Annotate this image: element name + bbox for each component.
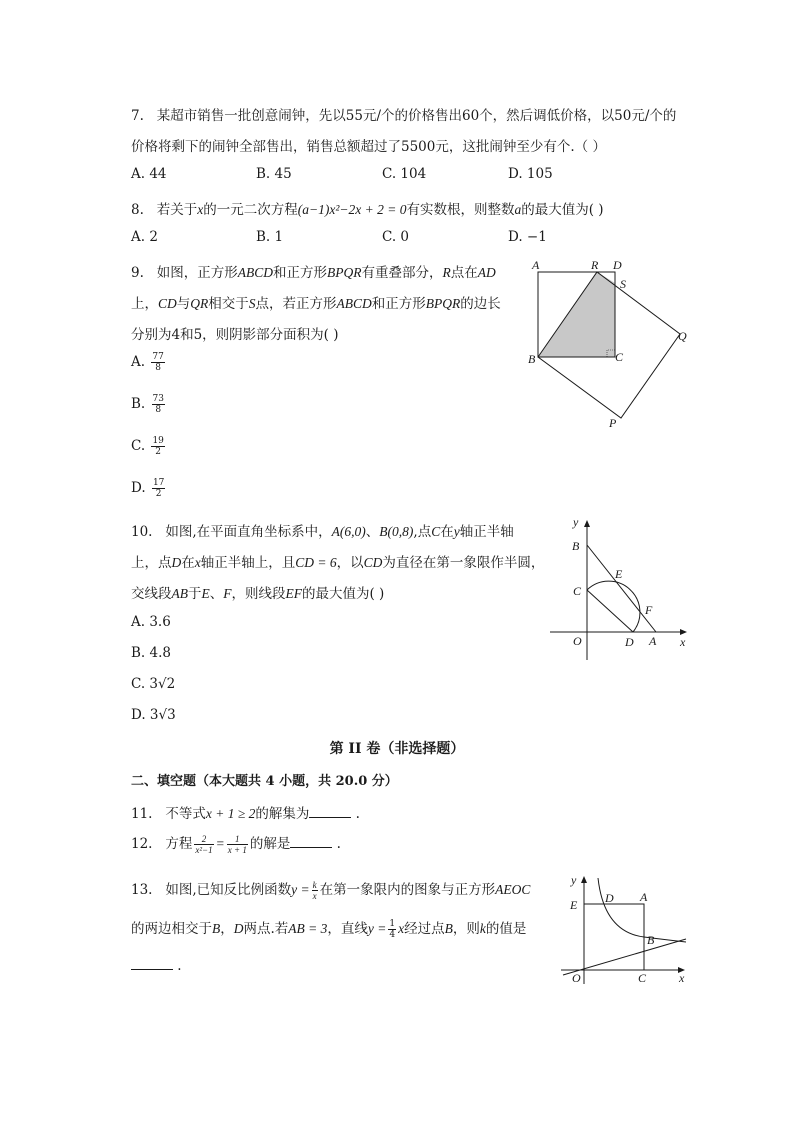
q13-text: 两点.若 bbox=[243, 921, 289, 937]
q10-text: 的最大值为( ) bbox=[302, 586, 385, 602]
q13-coordinate-figure bbox=[558, 872, 693, 987]
q9-shaded-region bbox=[538, 272, 615, 357]
q12-fraction-left bbox=[194, 834, 213, 855]
q11-number: 11. bbox=[131, 806, 153, 822]
q13-d: D bbox=[233, 921, 244, 936]
q8-text: 的一元二次方程 bbox=[203, 202, 298, 218]
q10-semicircle bbox=[587, 581, 640, 632]
q9-option-d[interactable] bbox=[131, 478, 167, 499]
fraction-numerator: k bbox=[312, 880, 317, 890]
q11-text: 的解集为 bbox=[255, 806, 310, 822]
q10-label-x: x bbox=[680, 635, 686, 649]
q10-text: 为直径在第一象限作半圆， bbox=[382, 555, 545, 571]
fraction-numerator: 73 bbox=[152, 394, 164, 404]
q9-option-label: C. bbox=[131, 438, 146, 454]
q10-label-d: D bbox=[625, 635, 634, 649]
q10-cd: CD bbox=[363, 555, 383, 570]
q10-segment-cd bbox=[587, 590, 633, 632]
q7-text-line1: 某超市销售一批创意闹钟，先以55元/个的价格售出60个，然后调低价格，以50元/个的 bbox=[156, 108, 677, 124]
q9-text: 点在 bbox=[450, 265, 478, 281]
q10-option-a[interactable]: A. 3.6 bbox=[131, 614, 171, 630]
q8-var-x: x bbox=[197, 202, 204, 217]
q13-label-a: A bbox=[640, 890, 648, 904]
q9-bpqr: BPQR bbox=[327, 265, 362, 280]
fraction-numerator: 19 bbox=[152, 436, 164, 446]
q9-label-r: R bbox=[591, 258, 599, 272]
q13-fraction-k-over-x bbox=[312, 880, 318, 901]
q11-line bbox=[131, 802, 360, 822]
q9-cd: CD bbox=[158, 296, 177, 311]
q9-text: 和正方形 bbox=[371, 296, 426, 312]
q10-label-c: C bbox=[573, 584, 582, 598]
fraction-denominator: x + 1 bbox=[227, 845, 247, 855]
q10-option-c[interactable]: C. 3√2 bbox=[131, 676, 176, 692]
q8-text: 有实数根，则整数 bbox=[406, 202, 515, 218]
q12-text: 的解是 bbox=[249, 836, 291, 852]
q7-option-a[interactable]: A. 44 bbox=[131, 166, 167, 182]
q10-x: x bbox=[194, 555, 201, 570]
q11-expression: x + 1 ≥ 2 bbox=[205, 806, 256, 821]
fraction-numerator: 2 bbox=[194, 834, 213, 845]
q13-text: 的值是 bbox=[485, 921, 527, 937]
q13-answer-blank[interactable] bbox=[131, 957, 173, 970]
q13-label-y: y bbox=[571, 873, 577, 887]
q10-text: 、 bbox=[365, 524, 380, 540]
q9-number: 9. bbox=[131, 265, 144, 281]
q11-answer-blank[interactable] bbox=[309, 805, 351, 818]
q13-fraction-quarter bbox=[388, 919, 396, 940]
q10-number: 10. bbox=[131, 524, 153, 540]
q10-text: 、 bbox=[209, 586, 224, 602]
q9-option-b-fraction bbox=[152, 394, 165, 415]
q13-label-e: E bbox=[570, 898, 578, 912]
fraction-denominator: 4 bbox=[389, 930, 396, 940]
q9-label-s: S bbox=[620, 277, 626, 291]
q10-e: E bbox=[201, 586, 210, 601]
q10-y: y bbox=[453, 524, 460, 539]
q13-text: 在第一象限内的图象与正方形 bbox=[319, 882, 496, 898]
q10-text: 在 bbox=[440, 524, 454, 540]
q12-answer-blank[interactable] bbox=[290, 835, 332, 848]
q13-line3 bbox=[131, 957, 182, 974]
q8-var-a: a bbox=[514, 202, 522, 217]
q9-r: R bbox=[442, 265, 451, 280]
q9-text: 如图，正方形 bbox=[156, 265, 238, 281]
q12-text: 方程 bbox=[165, 836, 193, 852]
q10-ef: EF bbox=[285, 586, 302, 601]
q10-text: 如图,在平面直角坐标系中， bbox=[165, 524, 332, 540]
q10-text: 在 bbox=[181, 555, 195, 571]
q9-label-p: P bbox=[609, 416, 617, 430]
q13-text: ，则 bbox=[452, 921, 480, 937]
q10-line2 bbox=[131, 551, 544, 571]
q10-option-b[interactable]: B. 4.8 bbox=[131, 645, 171, 661]
q13-y-eq: y = bbox=[367, 921, 387, 936]
q11-text: 不等式 bbox=[165, 806, 206, 822]
q10-label-y: y bbox=[573, 515, 579, 529]
q8-equation: (a−1)x²−2x + 2 = 0 bbox=[297, 202, 407, 217]
section2-title: 第 II 卷（非选择题） bbox=[329, 741, 465, 757]
q8-text: 若关于 bbox=[156, 202, 198, 218]
q12-number: 12. bbox=[131, 836, 153, 852]
q9-qr: QR bbox=[190, 296, 209, 311]
q13-text: ， bbox=[220, 921, 234, 937]
q9-option-c[interactable] bbox=[131, 436, 167, 457]
q9-option-c-fraction bbox=[151, 436, 164, 457]
q8-option-d[interactable]: D. −1 bbox=[508, 229, 547, 245]
fraction-denominator: x bbox=[312, 891, 317, 901]
q9-text: 与 bbox=[176, 296, 191, 312]
q13-hyperbola bbox=[598, 878, 686, 942]
q10-text: ，以 bbox=[336, 555, 364, 571]
q10-cd-eq: CD = 6 bbox=[295, 555, 337, 570]
q9-label-q: Q bbox=[678, 329, 687, 343]
q8-option-b[interactable]: B. 1 bbox=[256, 229, 284, 245]
q10-ab: AB bbox=[171, 586, 188, 601]
q13-b: B bbox=[212, 921, 221, 936]
q9-square-figure bbox=[520, 255, 700, 430]
q9-option-a[interactable] bbox=[131, 352, 167, 373]
q13-label-x: x bbox=[679, 971, 685, 985]
q10-f: F bbox=[223, 586, 232, 601]
fraction-denominator: 2 bbox=[155, 489, 162, 499]
q9-label-c: C bbox=[615, 350, 624, 364]
q9-line1 bbox=[131, 261, 496, 281]
q10-text: 上，点 bbox=[131, 555, 172, 571]
q9-option-label: D. bbox=[131, 480, 146, 496]
q13-number: 13. bbox=[131, 882, 153, 898]
fraction-denominator: x²−1 bbox=[195, 845, 213, 855]
q8-text: 的最大值为( ) bbox=[521, 202, 604, 218]
q13-text: ，直线 bbox=[327, 921, 368, 937]
q10-line3 bbox=[131, 582, 384, 602]
q13-y-eq: y = bbox=[291, 882, 310, 897]
q8-line1 bbox=[131, 198, 604, 218]
q9-text: 的边长 bbox=[460, 296, 501, 312]
q7-text-line2: 价格将剩下的闹钟全部售出，销售总额超过了5500元，这批闹钟至少有个.（ ） bbox=[131, 139, 606, 155]
q7-line2 bbox=[131, 135, 606, 155]
q10-text: 于 bbox=[188, 586, 202, 602]
q10-label-o: O bbox=[573, 634, 582, 648]
q9-text: 点，若正方形 bbox=[255, 296, 337, 312]
q13-label-b: B bbox=[647, 933, 655, 947]
q12-fraction-right bbox=[227, 834, 248, 855]
q13-line2 bbox=[131, 917, 526, 940]
q13-text: 经过点 bbox=[404, 921, 445, 937]
q10-option-d[interactable]: D. 3√3 bbox=[131, 707, 176, 723]
q13-text: . bbox=[177, 958, 182, 974]
q10-text: ,点 bbox=[413, 524, 432, 540]
q7-line1 bbox=[131, 104, 676, 124]
q10-d: D bbox=[171, 555, 182, 570]
q13-b: B bbox=[444, 921, 453, 936]
fraction-numerator: 1 bbox=[227, 834, 248, 845]
fraction-denominator: 8 bbox=[155, 363, 161, 373]
q10-point-a: A(6,0) bbox=[331, 524, 366, 539]
q10-label-a: A bbox=[649, 634, 657, 648]
q9-s: S bbox=[248, 296, 256, 311]
q7-option-d[interactable]: D. 105 bbox=[508, 166, 553, 182]
q10-text: 轴正半轴上，且 bbox=[200, 555, 296, 571]
q9-option-b[interactable] bbox=[131, 394, 167, 415]
q10-line1 bbox=[131, 520, 514, 540]
q10-text: ，则线段 bbox=[231, 586, 286, 602]
q12-equals: = bbox=[215, 836, 225, 851]
q13-text: 如图,已知反比例函数 bbox=[165, 882, 292, 898]
q9-label-b: B bbox=[528, 352, 536, 366]
q13-line1 bbox=[131, 878, 530, 901]
q13-aeoc: AEOC bbox=[495, 882, 531, 897]
q9-option-a-fraction bbox=[151, 352, 164, 373]
q9-abcd: ABCD bbox=[237, 265, 274, 280]
q9-text: 和正方形 bbox=[273, 265, 328, 281]
q9-option-label: B. bbox=[131, 396, 146, 412]
q10-text: 轴正半轴 bbox=[459, 524, 514, 540]
section2-heading: 二、填空题（本大题共 4 小题，共 20.0 分） bbox=[131, 774, 398, 789]
q10-segment-ab bbox=[587, 545, 656, 632]
q12-text: . bbox=[336, 836, 341, 852]
q10-text: 交线段 bbox=[131, 586, 172, 602]
q13-y-arrow bbox=[581, 876, 587, 883]
q13-k: k bbox=[479, 921, 486, 936]
q7-option-b[interactable]: B. 45 bbox=[256, 166, 292, 182]
q9-option-label: A. bbox=[131, 354, 146, 370]
fraction-numerator: 1 bbox=[389, 919, 396, 929]
q9-ad: AD bbox=[477, 265, 496, 280]
q12-line bbox=[131, 832, 341, 855]
q13-ab-eq: AB = 3 bbox=[288, 921, 328, 936]
q11-text: . bbox=[355, 806, 360, 822]
q13-text: 的两边相交于 bbox=[131, 921, 212, 937]
q10-label-f: F bbox=[645, 603, 653, 617]
q8-number: 8. bbox=[131, 202, 144, 218]
q10-y-arrow bbox=[584, 520, 590, 527]
q9-option-d-fraction bbox=[152, 478, 165, 499]
fraction-denominator: 2 bbox=[155, 447, 162, 457]
q9-text: 分别为4和5，则阴影部分面积为( ) bbox=[131, 327, 339, 343]
q13-label-c: C bbox=[638, 971, 647, 985]
fraction-numerator: 77 bbox=[152, 352, 164, 362]
fraction-denominator: 8 bbox=[155, 405, 162, 415]
q10-point-b: B(0,8) bbox=[379, 524, 414, 539]
q7-option-c[interactable]: C. 104 bbox=[382, 166, 427, 182]
fraction-numerator: 17 bbox=[152, 478, 165, 488]
q9-text: 有重叠部分， bbox=[361, 265, 443, 281]
q9-bpqr: BPQR bbox=[425, 296, 461, 311]
q13-x: x bbox=[398, 921, 405, 936]
q8-option-a[interactable]: A. 2 bbox=[131, 229, 158, 245]
q9-abcd: ABCD bbox=[336, 296, 372, 311]
q9-label-a: A bbox=[532, 258, 540, 272]
q8-option-c[interactable]: C. 0 bbox=[382, 229, 410, 245]
q9-line2 bbox=[131, 292, 501, 312]
q13-label-o: O bbox=[572, 971, 581, 985]
q9-text: 相交于 bbox=[208, 296, 249, 312]
q10-c: C bbox=[431, 524, 441, 539]
q9-line3 bbox=[131, 323, 339, 343]
q10-label-b: B bbox=[572, 539, 580, 553]
q9-text: 上， bbox=[131, 296, 158, 312]
q13-label-d: D bbox=[605, 891, 614, 905]
q9-label-d: D bbox=[613, 258, 622, 272]
q10-label-e: E bbox=[615, 567, 623, 581]
q10-coordinate-figure bbox=[545, 512, 695, 664]
q7-number: 7. bbox=[131, 108, 144, 124]
